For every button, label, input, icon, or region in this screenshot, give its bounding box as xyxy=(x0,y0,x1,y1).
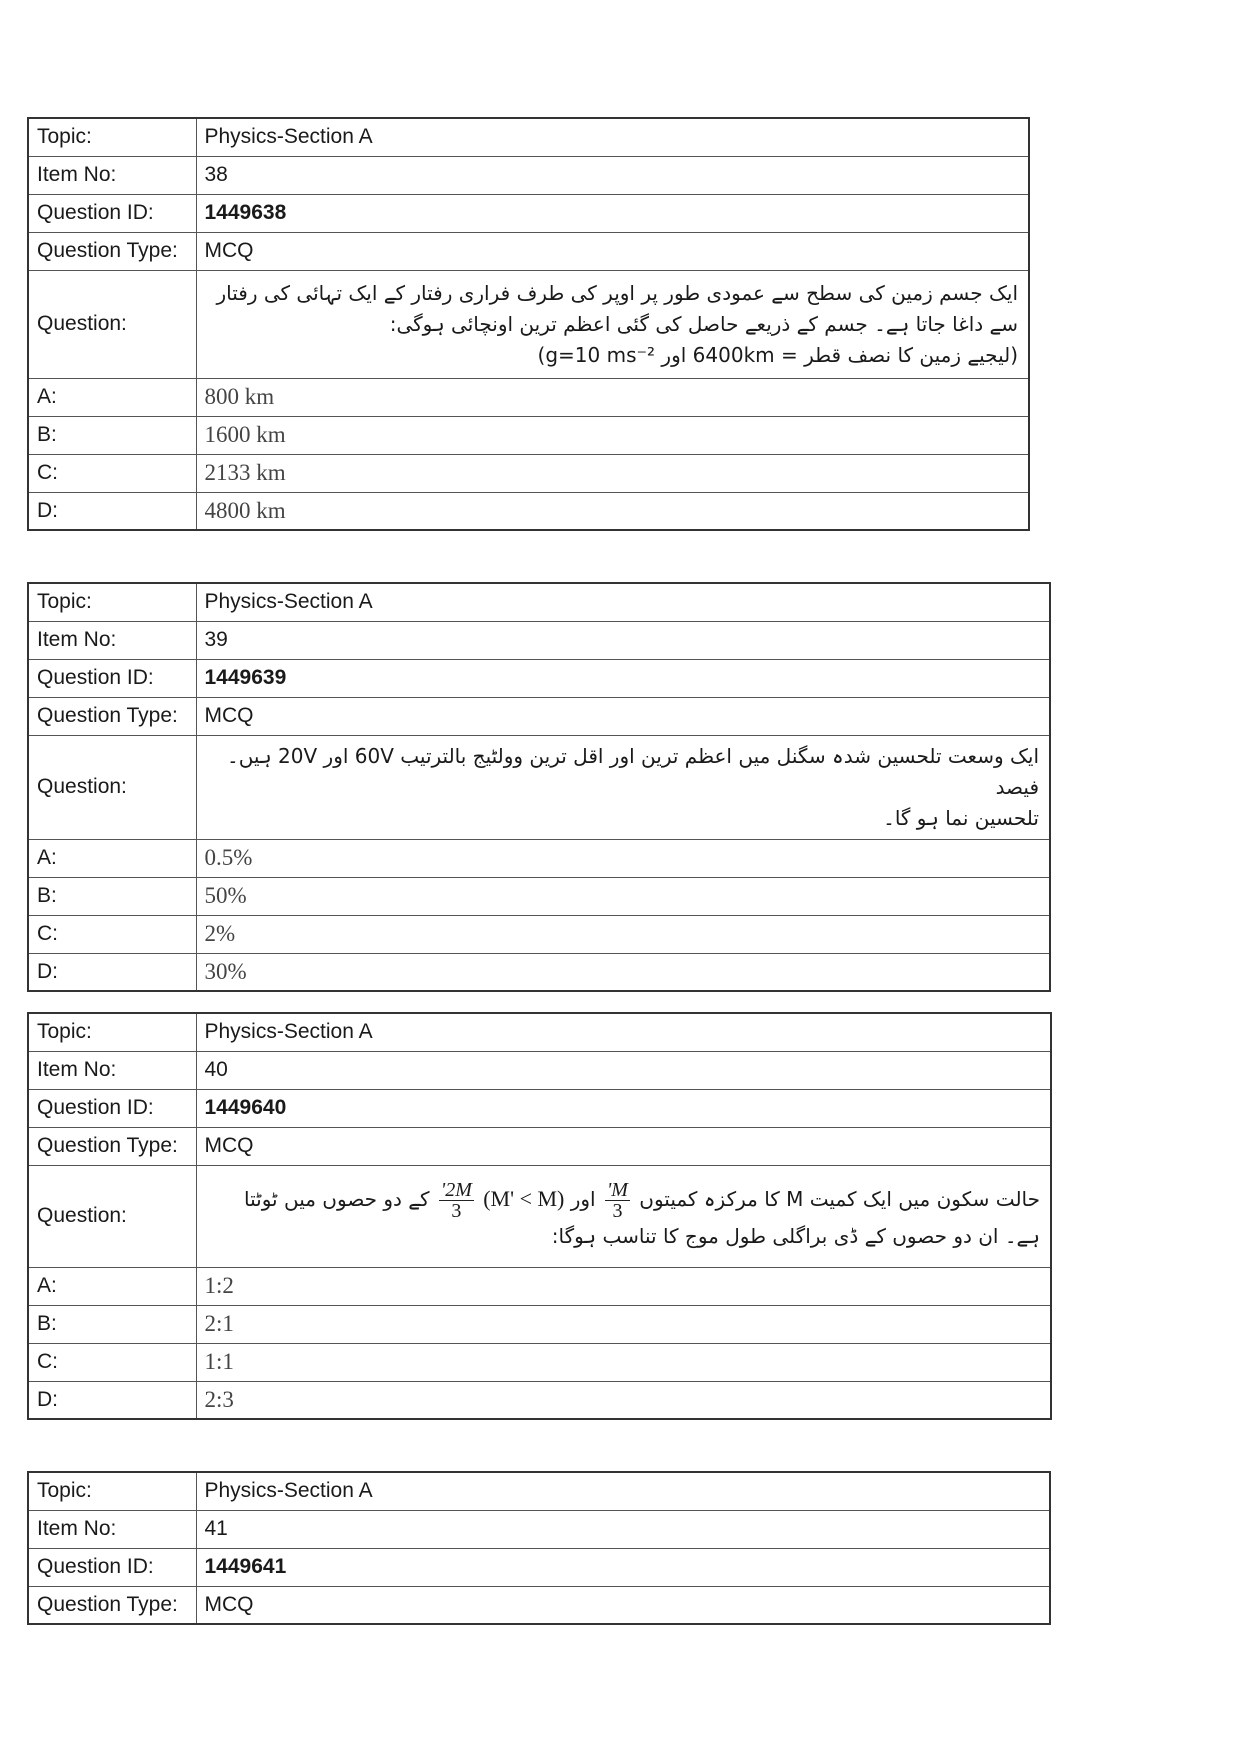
option-row-c xyxy=(28,915,1050,953)
fraction-2m-over-3 xyxy=(439,1180,474,1221)
item-no-row xyxy=(28,621,1050,659)
question-row xyxy=(28,735,1050,839)
question-id-label: Question ID: xyxy=(28,659,196,697)
question-table-40 xyxy=(27,1012,1052,1420)
fraction-numerator: 2M' xyxy=(440,1179,472,1201)
option-row-d xyxy=(28,492,1029,530)
topic-row xyxy=(28,583,1050,621)
question-type-row xyxy=(28,1586,1050,1624)
option-row-d xyxy=(28,953,1050,991)
item-no-label: Item No: xyxy=(28,621,196,659)
option-c-value: 1:1 xyxy=(196,1343,1051,1381)
option-b-label: B: xyxy=(28,877,196,915)
option-row-b xyxy=(28,1305,1051,1343)
question-label: Question: xyxy=(28,1165,196,1267)
question-type-row xyxy=(28,697,1050,735)
question-type-label: Question Type: xyxy=(28,1127,196,1165)
option-row-b xyxy=(28,877,1050,915)
item-no-value: 38 xyxy=(196,156,1029,194)
fraction-denominator: 3 xyxy=(451,1200,462,1222)
question-type-row xyxy=(28,1127,1051,1165)
topic-label: Topic: xyxy=(28,118,196,156)
option-a-value: 0.5% xyxy=(196,839,1050,877)
option-c-label: C: xyxy=(28,454,196,492)
item-no-value: 40 xyxy=(196,1051,1051,1089)
option-d-label: D: xyxy=(28,1381,196,1419)
item-no-label: Item No: xyxy=(28,1510,196,1548)
option-row-c xyxy=(28,454,1029,492)
question-line-1 xyxy=(207,1180,1041,1221)
option-b-value: 1600 km xyxy=(196,416,1029,454)
question-line-2: ہے۔ ان دو حصوں کے ڈی براگلی طول موج کا تناسب ہوگا: xyxy=(551,1224,1040,1248)
question-part-1: حالت سکون میں ایک کمیت M کا مرکزہ کمیتوں xyxy=(639,1187,1040,1211)
item-no-row xyxy=(28,1051,1051,1089)
item-no-value: 39 xyxy=(196,621,1050,659)
topic-value: Physics-Section A xyxy=(196,583,1050,621)
question-type-row xyxy=(28,232,1029,270)
question-text xyxy=(196,1165,1051,1267)
question-id-row xyxy=(28,1548,1050,1586)
question-id-label: Question ID: xyxy=(28,194,196,232)
option-row-d xyxy=(28,1381,1051,1419)
fraction-numerator: M' xyxy=(606,1179,628,1201)
question-type-label: Question Type: xyxy=(28,232,196,270)
topic-row xyxy=(28,1013,1051,1051)
question-id-label: Question ID: xyxy=(28,1548,196,1586)
question-id-label: Question ID: xyxy=(28,1089,196,1127)
question-and: اور xyxy=(570,1187,596,1211)
question-line-2: تلحسین نما ہو گا۔ xyxy=(883,805,1039,830)
question-row xyxy=(28,270,1029,378)
option-c-value: 2% xyxy=(196,915,1050,953)
question-label: Question: xyxy=(28,735,196,839)
question-id-row xyxy=(28,194,1029,232)
option-b-value: 50% xyxy=(196,877,1050,915)
question-part-2: کے دو حصوں میں ٹوٹتا xyxy=(244,1187,430,1211)
option-d-value: 30% xyxy=(196,953,1050,991)
question-label: Question: xyxy=(28,270,196,378)
fraction-denominator: 3 xyxy=(612,1200,623,1222)
question-type-value: MCQ xyxy=(196,697,1050,735)
question-id-value: 1449641 xyxy=(196,1548,1050,1586)
topic-value: Physics-Section A xyxy=(196,118,1029,156)
item-no-value: 41 xyxy=(196,1510,1050,1548)
option-c-label: C: xyxy=(28,1343,196,1381)
option-a-label: A: xyxy=(28,839,196,877)
question-type-label: Question Type: xyxy=(28,697,196,735)
option-d-value: 4800 km xyxy=(196,492,1029,530)
option-row-a xyxy=(28,839,1050,877)
question-id-value: 1449638 xyxy=(196,194,1029,232)
item-no-label: Item No: xyxy=(28,156,196,194)
option-a-value: 1:2 xyxy=(196,1267,1051,1305)
topic-value: Physics-Section A xyxy=(196,1013,1051,1051)
topic-row xyxy=(28,1472,1050,1510)
question-type-value: MCQ xyxy=(196,1127,1051,1165)
option-d-label: D: xyxy=(28,492,196,530)
question-id-value: 1449640 xyxy=(196,1089,1051,1127)
question-id-row xyxy=(28,1089,1051,1127)
topic-label: Topic: xyxy=(28,583,196,621)
topic-value: Physics-Section A xyxy=(196,1472,1050,1510)
option-c-value: 2133 km xyxy=(196,454,1029,492)
question-id-row xyxy=(28,659,1050,697)
option-a-label: A: xyxy=(28,378,196,416)
option-a-value: 800 km xyxy=(196,378,1029,416)
question-line-3: (لیجیے زمین کا نصف قطر = 6400km اور g=10 ms⁻²) xyxy=(537,342,1018,367)
question-text xyxy=(196,735,1050,839)
option-row-b xyxy=(28,416,1029,454)
option-row-a xyxy=(28,378,1029,416)
option-b-label: B: xyxy=(28,1305,196,1343)
question-line-1: ایک جسم زمین کی سطح سے عمودی طور پر اوپر کی طرف فراری رفتار کے ایک تہائی کی رفتار xyxy=(216,280,1018,305)
option-b-label: B: xyxy=(28,416,196,454)
question-table-41 xyxy=(27,1471,1051,1625)
question-line-1: ایک وسعت تلحسین شدہ سگنل میں اعظم ترین اور اقل ترین وولٹیج بالترتیب 60V اور 20V ہیں۔ فیصد xyxy=(226,743,1039,799)
option-row-a xyxy=(28,1267,1051,1305)
option-row-c xyxy=(28,1343,1051,1381)
question-line-2: سے داغا جاتا ہے۔ جسم کے ذریعے حاصل کی گئی اعظم ترین اونچائی ہوگی: xyxy=(389,311,1018,336)
question-text xyxy=(196,270,1029,378)
topic-label: Topic: xyxy=(28,1472,196,1510)
option-b-value: 2:1 xyxy=(196,1305,1051,1343)
question-id-value: 1449639 xyxy=(196,659,1050,697)
item-no-row xyxy=(28,1510,1050,1548)
question-type-value: MCQ xyxy=(196,1586,1050,1624)
question-condition: (M' < M) xyxy=(483,1186,565,1211)
topic-label: Topic: xyxy=(28,1013,196,1051)
question-row xyxy=(28,1165,1051,1267)
option-d-value: 2:3 xyxy=(196,1381,1051,1419)
topic-row xyxy=(28,118,1029,156)
question-type-value: MCQ xyxy=(196,232,1029,270)
question-table-38 xyxy=(27,117,1030,531)
fraction-m-over-3 xyxy=(605,1180,630,1221)
option-a-label: A: xyxy=(28,1267,196,1305)
option-d-label: D: xyxy=(28,953,196,991)
question-table-39 xyxy=(27,582,1051,992)
question-type-label: Question Type: xyxy=(28,1586,196,1624)
item-no-row xyxy=(28,156,1029,194)
option-c-label: C: xyxy=(28,915,196,953)
item-no-label: Item No: xyxy=(28,1051,196,1089)
